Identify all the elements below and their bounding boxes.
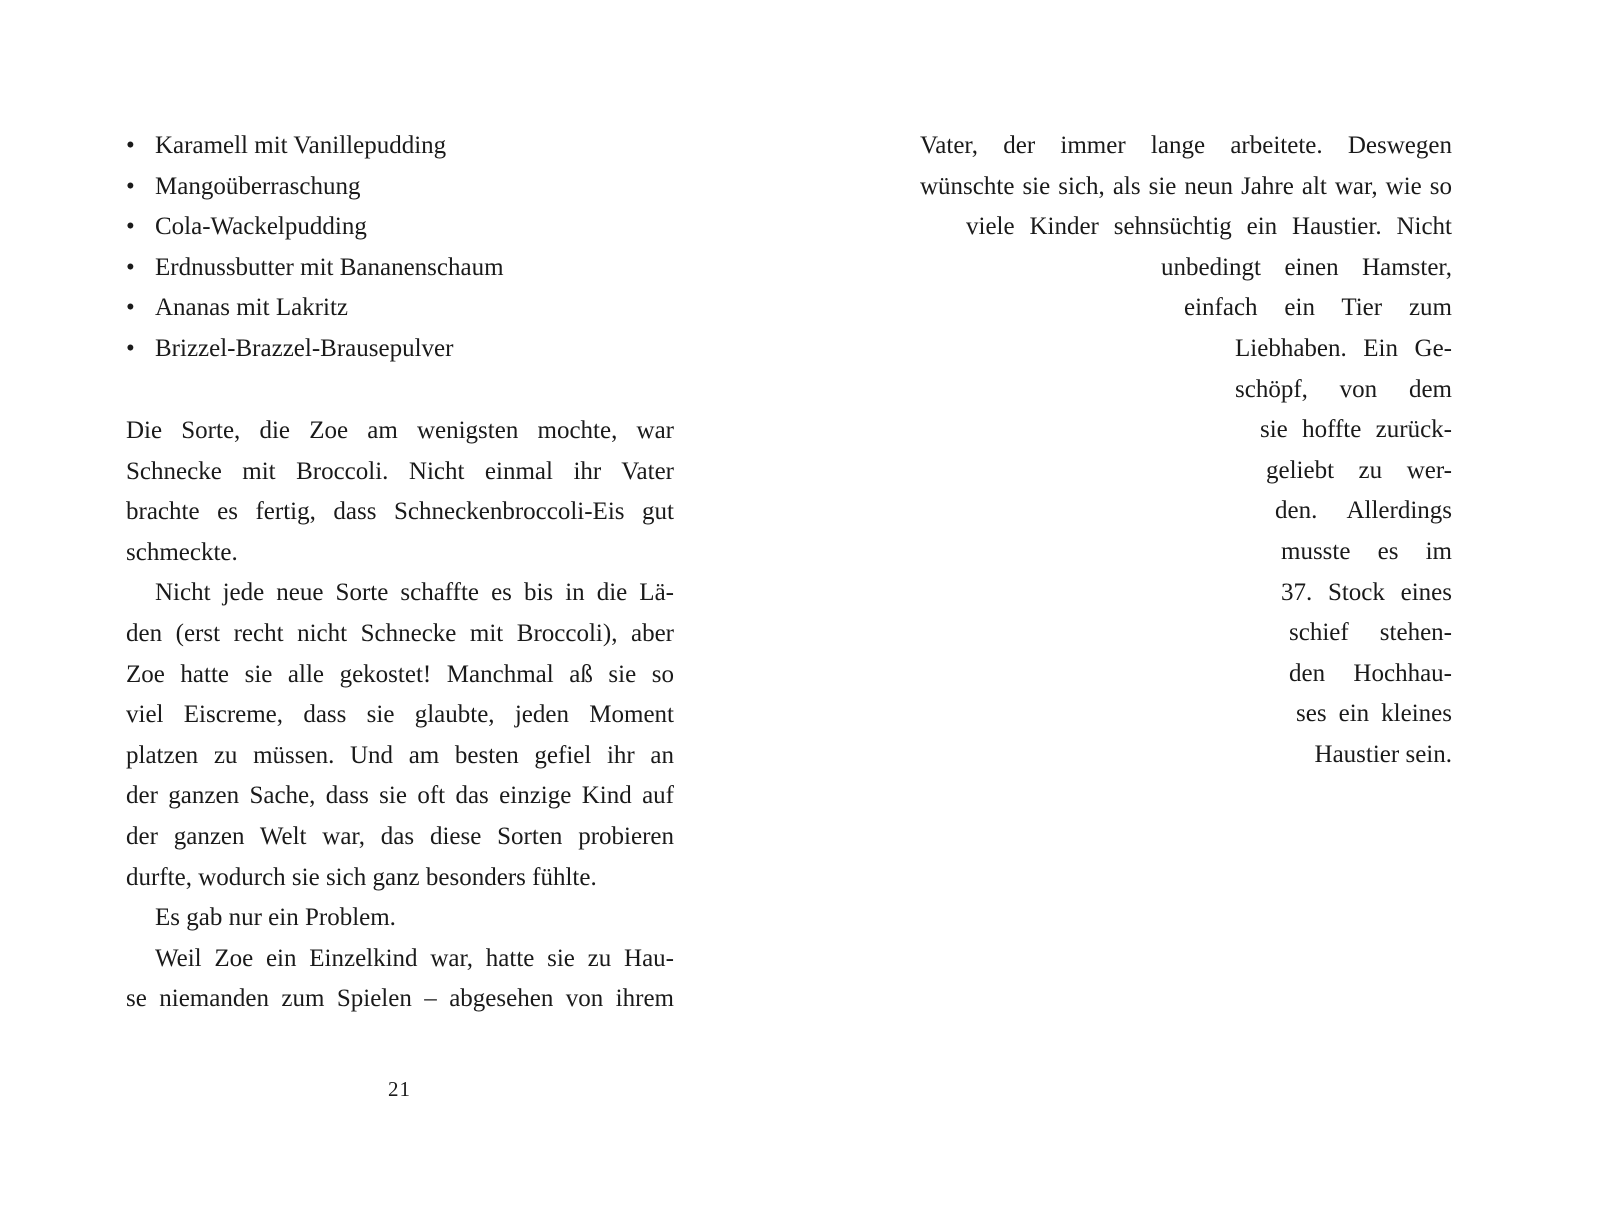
text-line: Haustier sein. [1314,741,1452,768]
text-line: Liebhaben. Ein Ge- [1235,335,1452,362]
list-item: • Erdnussbutter mit Bananenschaum [126,248,686,289]
text-line: se niemanden zum Spielen – abgesehen von ihrem [126,985,674,1013]
text-line: Es gab nur ein Problem. [155,904,396,932]
text-line: Die Sorte, die Zoe am wenigsten mochte, war [126,417,674,444]
text-line: ses ein kleines [1296,700,1452,728]
text-line: Weil Zoe ein Einzelkind war, hatte sie zu Hau- [155,944,674,972]
text-line: musste es im [1281,538,1452,565]
list-item: • Brizzel-Brazzel-Brausepulver [126,329,686,370]
text-line: den. Allerdings [1275,497,1452,525]
text-line: Nicht jede neue Sorte schaffte es bis in die Lä- [155,579,674,607]
text-line: viel Eiscreme, dass sie glaubte, jeden Moment [126,701,674,729]
flavor-list [126,126,686,370]
paragraph [126,898,674,939]
text-line: einfach ein Tier zum [1184,294,1452,322]
left-body-text [126,411,674,1020]
text-line: viele Kinder sehnsüchtig ein Haustier. Nicht [966,213,1452,241]
list-item: • Cola-Wackelpudding [126,207,686,248]
list-item: • Ananas mit Lakritz [126,288,686,329]
text-line: geliebt zu wer- [1266,456,1452,484]
list-item: • Mangoüberraschung [126,167,686,208]
text-line: 37. Stock eines [1281,578,1452,606]
list-item: • Karamell mit Vanillepudding [126,126,686,167]
text-line: den Hochhau- [1289,659,1452,687]
text-line: schöpf, von dem [1235,375,1452,403]
paragraph [126,411,674,573]
text-line: der ganzen Sache, dass sie oft das einzige Kind auf [126,782,674,810]
text-line: durfte, wodurch sie sich ganz besonders fühlte. [126,863,597,891]
text-line: schmeckte. [126,538,238,566]
paragraph [126,573,674,898]
text-line: Schnecke mit Broccoli. Nicht einmal ihr Vater [126,457,674,485]
text-line: unbedingt einen Hamster, [1161,253,1452,281]
paragraph [126,939,674,1020]
page-number: 21 [388,1077,411,1101]
text-line: wünschte sie sich, als sie neun Jahre alt war, wie so [920,172,1452,200]
text-line: brachte es fertig, dass Schneckenbroccoli-Eis gut [126,498,674,526]
text-line: Zoe hatte sie alle gekostet! Manchmal aß sie so [126,660,674,688]
text-line: sie hoffte zurück- [1260,416,1452,444]
text-line: den (erst recht nicht Schnecke mit Broccoli), aber [126,619,674,647]
text-line: der ganzen Welt war, das diese Sorten probieren [126,822,674,850]
text-line: schief stehen- [1289,619,1452,647]
text-line: platzen zu müssen. Und am besten gefiel ihr an [126,741,674,769]
text-line: Vater, der immer lange arbeitete. Deswegen [920,132,1452,159]
right-page [800,0,1600,1228]
